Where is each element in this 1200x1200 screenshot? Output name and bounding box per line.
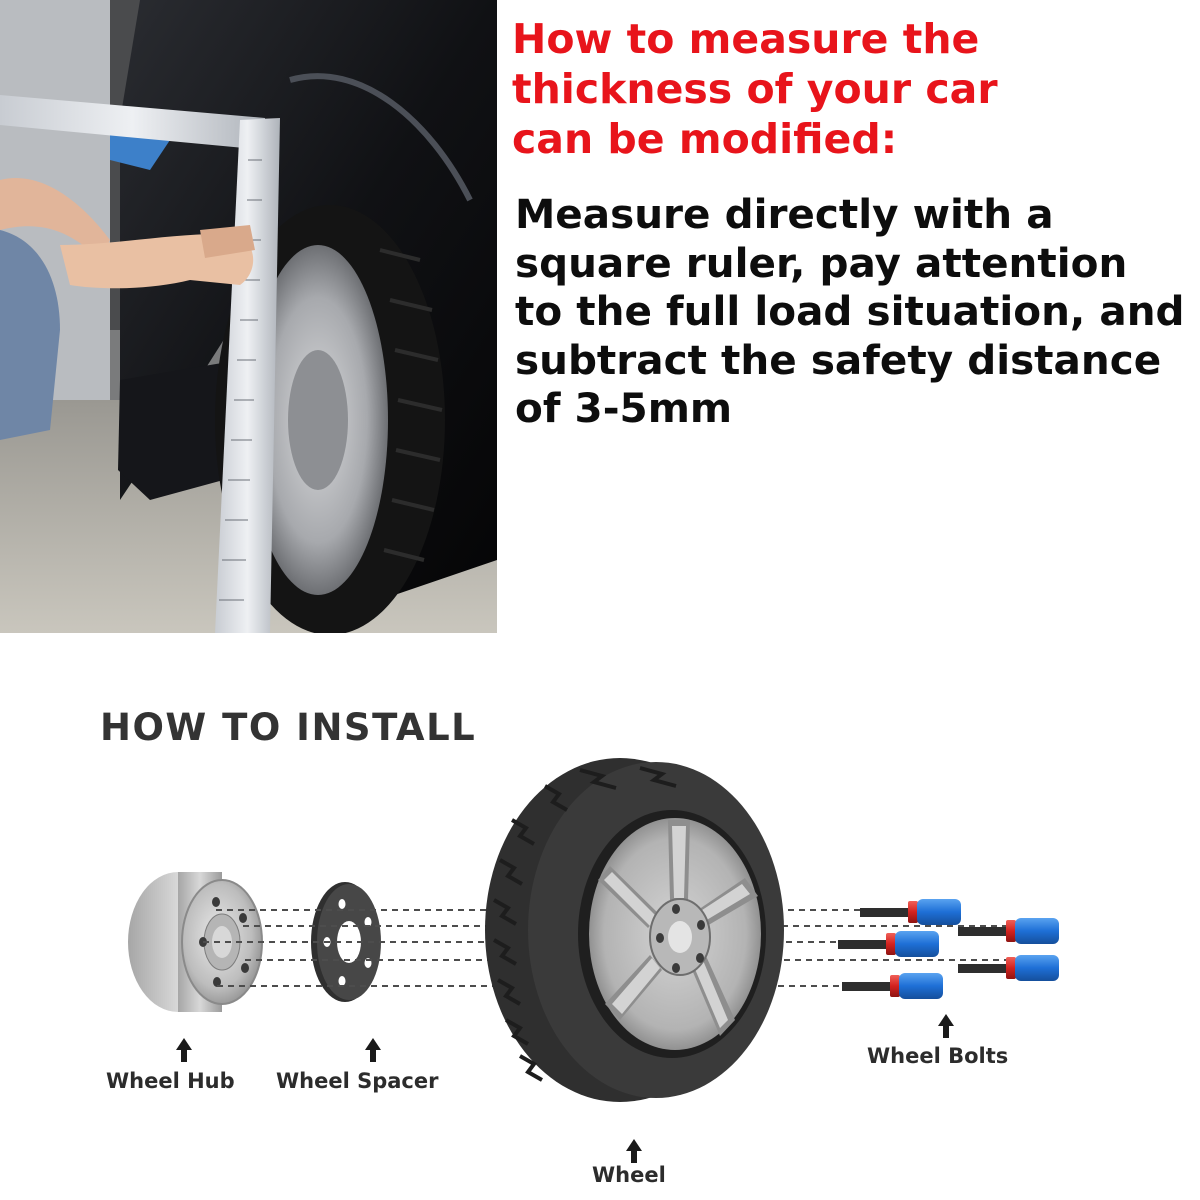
label-wheel-spacer: Wheel Spacer [276, 1069, 439, 1093]
label-wheel-bolts: Wheel Bolts [867, 1044, 1009, 1068]
wheel-bolt [958, 918, 1059, 944]
wheel-bolt [842, 973, 943, 999]
label-wheel-hub: Wheel Hub [106, 1069, 235, 1093]
label-wheel: Wheel [592, 1163, 666, 1187]
arrow-up-icon [176, 1038, 192, 1062]
measurement-photo [0, 0, 497, 633]
wheel-bolt [838, 931, 939, 957]
arrow-up-icon [626, 1139, 642, 1163]
measurement-instructions: Measure directly with a square ruler, pay attention to the full load situation, and subtract the safety distance of 3-5mm [515, 190, 1185, 432]
wheel-bolts [838, 899, 1059, 999]
wheel-bolt [958, 955, 1059, 981]
install-title: HOW TO INSTALL [100, 706, 477, 749]
wheel-bolt [860, 899, 961, 925]
wheel [485, 758, 784, 1102]
arrow-up-icon [938, 1014, 954, 1038]
install-diagram [0, 750, 1200, 1200]
arrow-up-icon [365, 1038, 381, 1062]
heading: How to measure the thickness of your car can be modified: [512, 15, 998, 163]
